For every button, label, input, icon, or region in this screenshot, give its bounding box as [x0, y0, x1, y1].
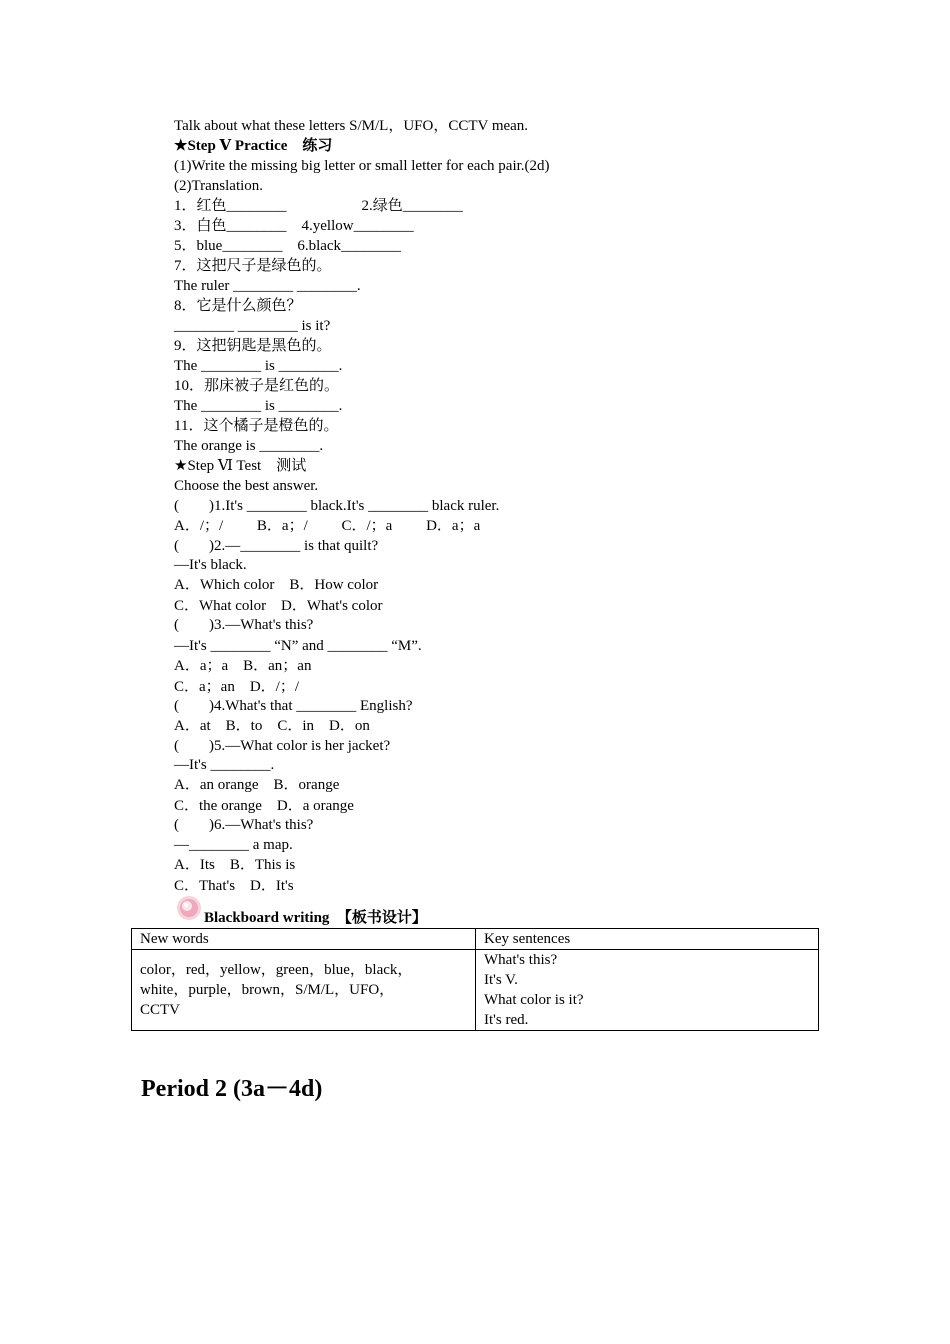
new-words-header: New words: [132, 929, 476, 950]
key-sentence-line: It's red.: [484, 1012, 529, 1028]
new-words-line: CCTV: [140, 1002, 181, 1018]
text-line-32: —It's ________.: [174, 757, 275, 773]
text-line-27: A．a；a B．an；an: [174, 658, 312, 674]
key-sentences-cell: [476, 950, 819, 1031]
text-line-21: ( )2.—________ is that quilt?: [174, 538, 379, 554]
key-sentence-line: It's V.: [484, 972, 518, 988]
text-line-26: —It's ________ “N” and ________ “M”.: [174, 638, 422, 654]
new-words-line: color，red，yellow，green，blue，black，: [140, 962, 413, 978]
text-line-33: A．an orange B．orange: [174, 777, 340, 793]
text-line-22: —It's black.: [174, 557, 247, 573]
text-line-35: ( )6.—What's this?: [174, 817, 314, 833]
text-line-3: (2)Translation.: [174, 178, 264, 194]
text-line-19: ( )1.It's ________ black.It's ________ black ruler.: [174, 498, 500, 514]
text-line-2: (1)Write the missing big letter or small letter for each pair.(2d): [174, 158, 550, 174]
new-words-line: white，purple，brown，S/M/L，UFO，: [140, 982, 395, 998]
text-line-10: ________ ________ is it?: [174, 318, 331, 334]
text-line-25: ( )3.—What's this?: [174, 617, 314, 633]
text-line-18: Choose the best answer.: [174, 478, 319, 494]
text-line-29: ( )4.What's that ________ English?: [174, 698, 413, 714]
text-line-30: A．at B．to C．in D．on: [174, 718, 370, 734]
flower-icon: [174, 894, 204, 922]
text-line-24: C．What color D．What's color: [174, 598, 383, 614]
text-line-6: 5．blue________ 6.black________: [174, 238, 402, 254]
new-words-cell: [132, 950, 476, 1031]
period-title: Period 2 (3a－4d): [141, 1076, 323, 1102]
text-line-0: Talk about what these letters S/M/L，UFO，CCTV mean.: [174, 118, 529, 134]
text-line-8: The ruler ________ ________.: [174, 278, 361, 294]
text-line-16: The orange is ________.: [174, 438, 324, 454]
blackboard-table: [131, 928, 819, 1031]
text-line-37: A．Its B．This is: [174, 857, 296, 873]
text-line-7: 7．这把尺子是绿色的。: [174, 258, 332, 274]
text-line-28: C．a；an D．/；/: [174, 679, 299, 695]
table-header-row: [132, 929, 819, 950]
text-line-34: C．the orange D．a orange: [174, 798, 354, 814]
text-line-9: 8．它是什么颜色？: [174, 298, 302, 314]
text-line-4: 1．红色________ 2.绿色________: [174, 198, 463, 214]
step-vi-heading: ★Step Ⅵ Test 测试: [174, 458, 307, 474]
blackboard-heading: Blackboard writing 【板书设计】: [204, 910, 427, 926]
text-line-23: A．Which color B．How color: [174, 577, 379, 593]
key-sentences-header: Key sentences: [476, 929, 819, 950]
text-line-11: 9．这把钥匙是黑色的。: [174, 338, 332, 354]
key-sentence-line: What's this?: [484, 952, 558, 968]
step-v-heading: ★Step Ⅴ Practice 练习: [174, 138, 333, 154]
text-line-36: —________ a map.: [174, 837, 293, 853]
text-line-31: ( )5.—What color is her jacket?: [174, 738, 391, 754]
text-line-5: 3．白色________ 4.yellow________: [174, 218, 414, 234]
text-line-13: 10．那床被子是红色的。: [174, 378, 340, 394]
key-sentence-line: What color is it?: [484, 992, 584, 1008]
text-line-38: C．That's D．It's: [174, 878, 294, 894]
text-line-14: The ________ is ________.: [174, 398, 343, 414]
text-line-12: The ________ is ________.: [174, 358, 343, 374]
text-line-15: 11．这个橘子是橙色的。: [174, 418, 339, 434]
text-line-20: A．/；/ B．a；/ C．/；a D．a；a: [174, 518, 481, 534]
table-body-row: [132, 950, 819, 1031]
